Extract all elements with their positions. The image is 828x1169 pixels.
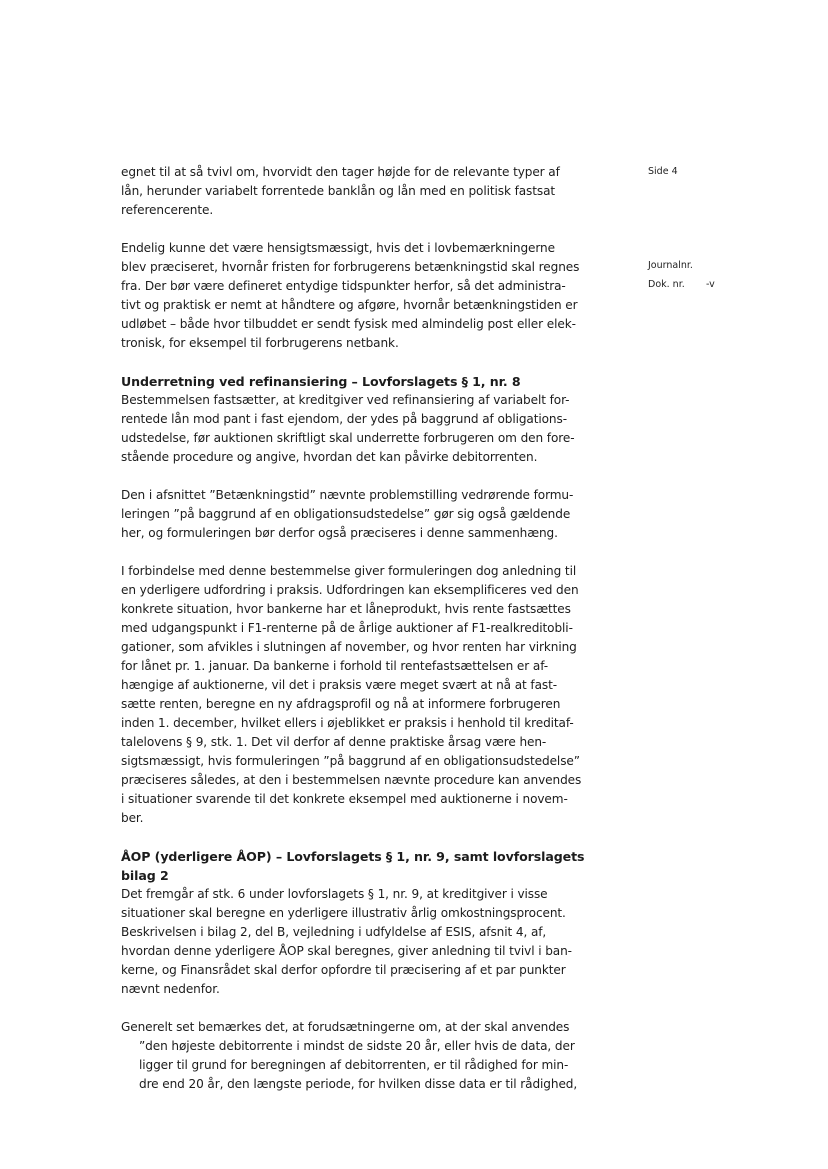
document-number-label: Dok. nr.	[648, 279, 685, 290]
paragraph-generelt: Generelt set bemærkes det, at forudsætningerne om, at der skal anvendes ”den højeste debitorrente i mindst de sidste 20 år, eller hvis de data, der ligger til grund for beregningen af debitorrenten, er til rådighed for min- dre end 20 år, den længste periode, for hvilken disse data er til rådighed,	[121, 1020, 578, 1091]
section-heading-aop: ÅOP (yderligere ÅOP) – Lovforslagets § 1, nr. 9, samt lovforslagets bilag 2	[121, 849, 585, 883]
paragraph-gap	[121, 467, 609, 486]
paragraph-continuation: egnet til at så tvivl om, hvorvidt den tager højde for de relevante typer af lån, herunder variabelt forrentede banklån og lån med en politisk fastsat referencerente.	[121, 165, 560, 217]
paragraph-betaenkningstid: Endelig kunne det være hensigtsmæssigt, hvis det i lovbemærkningerne blev præciseret, hvornår fristen for forbrugerens betænkningstid skal regnes fra. Der bør være defineret entydige tidspunkter herfor, så det administra- tivt og praktisk er nemt at håndtere og afgøre, hvornår betænkningstiden er udløbet – både hvor tilbuddet er sendt fysisk med almindelig post eller elek- tronisk, for eksempel til forbrugerens netbank.	[121, 241, 580, 350]
paragraph-refinansiering-intro: Bestemmelsen fastsætter, at kreditgiver ved refinansiering af variabelt for- rentede lån mod pant i fast ejendom, der ydes på baggrund af obligations- udstedelse, før auktionen skriftligt skal underrette forbrugeren om den fore- stående procedure og angive, hvordan det kan påvirke debitorrenten.	[121, 393, 575, 464]
journal-number-label: Journalnr.	[648, 260, 693, 271]
paragraph-gap	[121, 353, 609, 372]
paragraph-aop-intro: Det fremgår af stk. 6 under lovforslagets § 1, nr. 9, at kreditgiver i visse situationer skal beregne en yderligere illustrativ årlig omkostningsprocent. Beskrivelsen i bilag 2, del B, vejledning i udfyldelse af ESIS, afsnit 4, af, hvordan denne yderligere ÅOP skal beregnes, giver anledning til tvivl i ban- kerne, og Finansrådet skal derfor opfordre til præcisering af et par punkter nævnt nedenfor.	[121, 887, 572, 996]
document-body	[121, 163, 609, 1094]
paragraph-udfordring: I forbindelse med denne bestemmelse giver formuleringen dog anledning til en yderligere udfordring i praksis. Udfordringen kan eksemplificeres ved den konkrete situation, hvor bankerne har et låneprodukt, hvis rente fastsættes med udgangspunkt i F1-renterne på de årlige auktioner af F1-realkreditobli- gationer, som afvikles i slutningen af november, og hvor renten har virkning for lånet pr. 1. januar. Da bankerne i forhold til rentefastsættelsen er af- hængige af auktionerne, vil det i praksis være meget svært at nå at fast- sætte renten, beregne en ny afdragsprofil og nå at informere forbrugeren inden 1. december, hvilket ellers i øjeblikket er praksis i henhold til kreditaf- talelovens § 9, stk. 1. Det vil derfor af denne praktiske årsag være hen- sigtsmæssigt, hvis formuleringen ”på baggrund af en obligationsudstedelse” præciseres således, at den i bestemmelsen nævnte procedure kan anvendes i situationer svarende til det konkrete eksempel med auktionerne i novem- ber.	[121, 564, 582, 825]
paragraph-formulering: Den i afsnittet ”Betænkningstid” nævnte problemstilling vedrørende formu- leringen ”på baggrund af en obligationsudstedelse” gør sig også gældende her, og formuleringen bør derfor også præciseres i denne sammenhæng.	[121, 488, 574, 540]
paragraph-gap	[121, 828, 609, 847]
paragraph-gap	[121, 220, 609, 239]
document-number-value: -v	[706, 279, 715, 290]
paragraph-gap	[121, 999, 609, 1018]
paragraph-gap	[121, 543, 609, 562]
section-heading-refinansiering: Underretning ved refinansiering – Lovforslagets § 1, nr. 8	[121, 374, 521, 389]
page-number-label: Side 4	[648, 166, 678, 177]
